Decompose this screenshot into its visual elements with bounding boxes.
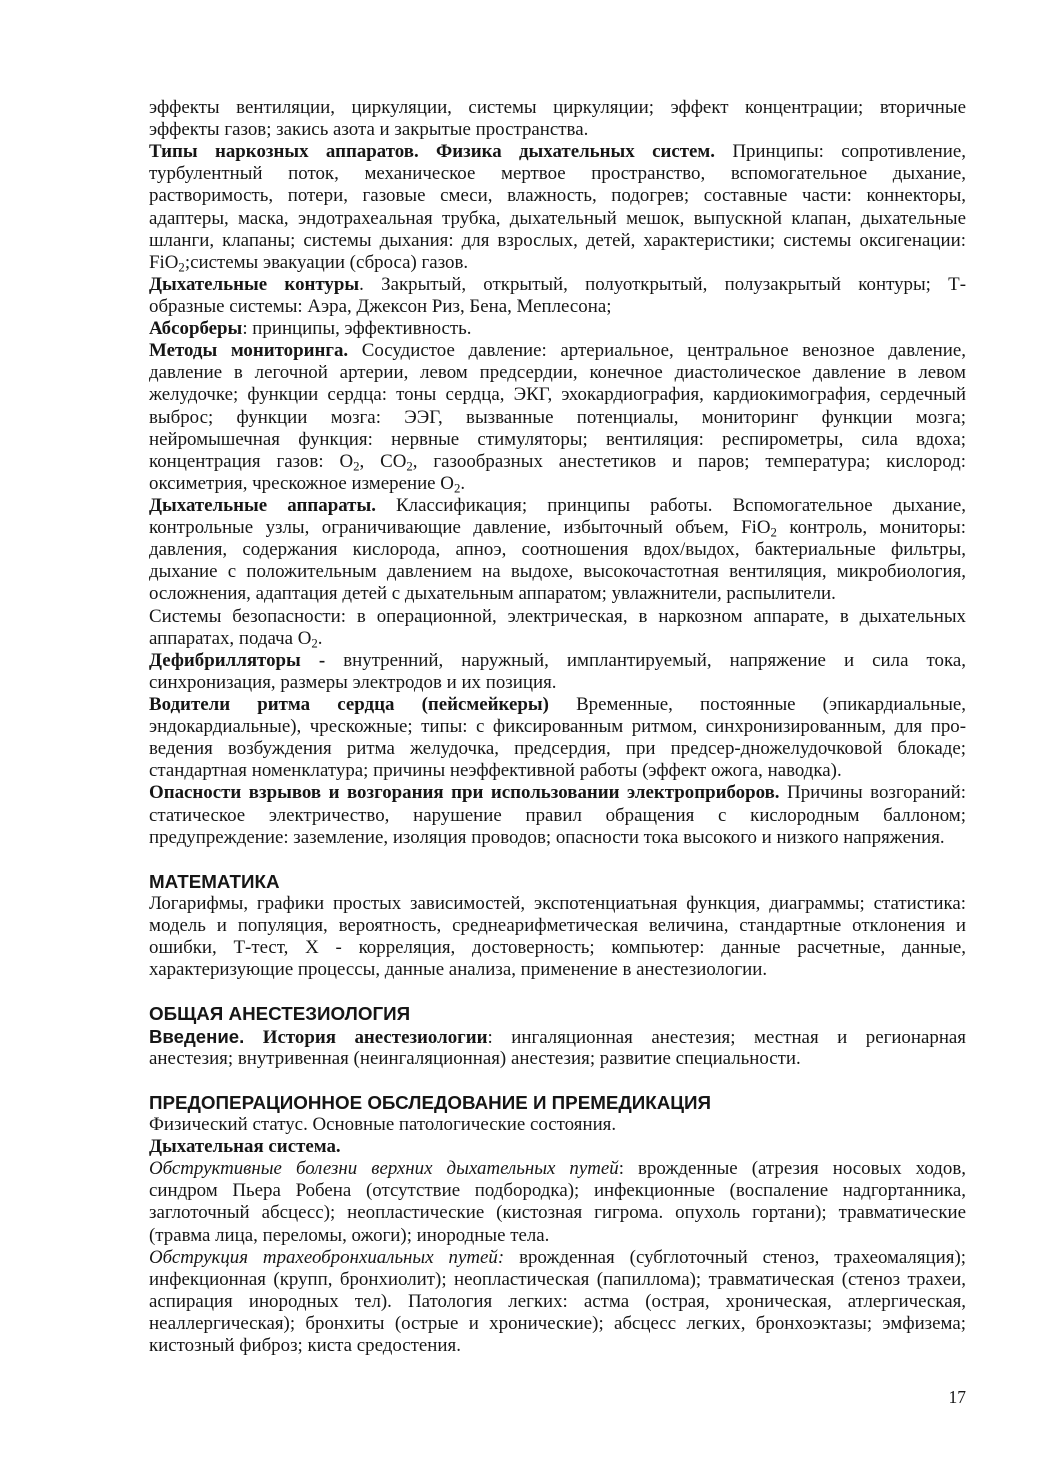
paragraph-title: Абсорберы <box>149 318 243 340</box>
text-line: Физический статус. Основные патологические состояния. <box>149 1114 617 1136</box>
text-line: (травма лица, переломы, ожоги); инородные тела. <box>149 1224 550 1246</box>
mathematics-section <box>149 871 966 982</box>
safety-systems-paragraph <box>149 606 966 650</box>
text-line <box>149 517 966 539</box>
text-line: эффекты вентиляции, циркуляции, системы циркуляции; эффект концентрации; вторичные <box>149 97 966 118</box>
text-line: предупреждение: заземление, изоляция проводов; опасности тока высокого и низкого напряжения. <box>149 826 945 848</box>
text-line: нейромышечная функция: нервные стимуляторы; вентиляция: респирометры, сила вдоха; <box>149 428 966 450</box>
subscript: 2 <box>406 459 413 474</box>
text-line: неаллергическая); бронхиты (острые и хронические); абсцесс легких, бронхоэктазы; эмфизема; <box>149 1313 966 1335</box>
text-line: желудочке; функции сердца: тоны сердца, ЭКГ, эхокардиография, кардиокимография, сердечный <box>149 384 966 406</box>
text-line: характеризующие процессы, данные анализа, применение в анестезиологии. <box>149 959 768 981</box>
breathing-circuits-paragraph <box>149 274 966 318</box>
line-text: Причины возгораний: <box>787 782 966 804</box>
section-heading: ОБЩАЯ АНЕСТЕЗИОЛОГИЯ <box>149 1003 411 1025</box>
text-line: синдром Пьера Робена (отсутствие подбородка); инфекционные (воспаление надгортанника, <box>149 1180 966 1202</box>
intro-label: Введение. <box>149 1025 245 1047</box>
text-line <box>149 274 966 296</box>
text-line: дыхание с положительным давлением на выдохе, высокочастотная вентиляция, микробиология, <box>149 561 966 583</box>
line-text: Сосудистое давление: артериальное, центральное венозное давление, <box>361 340 966 362</box>
fire-hazards-paragraph <box>149 782 966 848</box>
line-text: : ингаляционная анестезия; местная и регионарная <box>487 1026 966 1048</box>
text-line: выброс; функции мозга: ЭЭГ, вызванные потенциалы, мониторинг функции мозга; <box>149 406 966 428</box>
paragraph-title: Опасности взрывов и возгорания при использовании электроприборов. <box>149 782 780 804</box>
line-text: концентрация газов: O <box>149 450 354 472</box>
line-text: врожденная (субглоточный стеноз, трахеомаляция); <box>519 1246 966 1268</box>
text-line: статическое электричество, нарушение правил обращения с кислородным баллоном; <box>149 804 966 826</box>
text-line: кистозный фиброз; киста средостения. <box>149 1335 461 1357</box>
pacemakers-paragraph <box>149 694 966 782</box>
paragraph-title: Методы мониторинга. <box>149 340 349 362</box>
text-line <box>149 1026 966 1048</box>
text-line <box>149 318 966 340</box>
paragraph-title: Дефибрилляторы - <box>149 649 326 671</box>
subscript: 2 <box>353 459 360 474</box>
text-line: эндокардиальные), чрескожные; типы: с фиксированным ритмом, синхронизированным, для про- <box>149 716 966 738</box>
section-heading: МАТЕМАТИКА <box>149 870 280 892</box>
italic-label: Обструктивные болезни верхних дыхательных путей <box>149 1158 619 1180</box>
text-line: осложнения, адаптация детей с дыхательным аппаратом; увлажнители, распылители. <box>149 583 836 605</box>
text-line: растворимость, потери, газовые смеси, влажность, подогрев; составные части: коннекторы, <box>149 185 966 207</box>
line-text: : врожденные (атрезия носовых ходов, <box>618 1158 966 1180</box>
text-line <box>149 1247 966 1269</box>
line-text: ;системы эвакуации (сброса) газов. <box>184 251 469 273</box>
defibrillators-paragraph <box>149 650 966 694</box>
text-line <box>149 451 966 473</box>
anesthesia-machines-paragraph <box>149 141 966 274</box>
text-line: ошибки, Т-тест, Х - корреляция, достоверность; компьютер: данные расчетные, данные, <box>149 937 966 959</box>
line-text: внутренний, наружный, имплантируемый, напряжение и сила тока, <box>343 649 966 671</box>
text-line: анестезия; внутривенная (неингаляционная) анестезия; развитие специальности. <box>149 1047 801 1069</box>
text-line: образные системы: Аэра, Джексон Риз, Бена, Меплесона; <box>149 295 612 317</box>
text-line: Системы безопасности: в операционной, электрическая, в наркозном аппарате, в дыхательных <box>149 605 966 627</box>
general-anesthesiology-section <box>149 1003 966 1069</box>
text-line <box>149 628 966 650</box>
line-text: . <box>317 627 323 649</box>
page-number: 17 <box>948 1387 966 1407</box>
line-text: контрольные узлы, ограничивающие давление, избыточный объем, FiO <box>149 517 771 539</box>
text-line: стандартная номенклатура; причины неэффективной работы (эффект ожога, наводка). <box>149 760 842 782</box>
subheading: Дыхательная система. <box>149 1136 341 1158</box>
line-text: Принципы: сопротивление, <box>732 141 966 163</box>
text-line <box>149 252 966 274</box>
section-heading: ПРЕДОПЕРАЦИОННОЕ ОБСЛЕДОВАНИЕ И ПРЕМЕДИКАЦИЯ <box>149 1091 712 1113</box>
text-line <box>149 141 966 163</box>
text-line <box>149 495 966 517</box>
line-text: . <box>460 472 466 494</box>
text-line: заглоточный абсцесс); неопластические (кистозная гигрома. опухоль гортани); травматические <box>149 1202 966 1224</box>
text-line: модель и популяция, вероятность, среднеарифметическая величина, стандартные отклонения и <box>149 915 966 937</box>
text-line: давления, содержания кислорода, апноэ, соотношения вдох/выдох, бактериальные фильтры, <box>149 539 966 561</box>
text-line <box>149 1158 966 1180</box>
subscript: 2 <box>178 260 185 275</box>
continuation-paragraph <box>149 97 966 141</box>
text-line: турбулентный поток, механическое мертвое пространство, вспомогательное дыхание, <box>149 163 966 185</box>
ventilators-paragraph <box>149 495 966 606</box>
line-text: : принципы, эффективность. <box>242 318 472 340</box>
paragraph-title: Дыхательные контуры <box>149 273 360 295</box>
line-text: , CO <box>359 450 407 472</box>
line-text: оксиметрия, чрескожное измерение O <box>149 472 454 494</box>
paragraph-title: Дыхательные аппараты. <box>149 494 376 516</box>
italic-label: Обструкция трахеобронхиальных путей: <box>149 1246 505 1268</box>
line-text: аппаратах, подача O <box>149 627 312 649</box>
subscript: 2 <box>453 481 461 496</box>
line-text: FiO <box>149 251 179 273</box>
text-line: Логарифмы, графики простых зависимостей, экспотенциатьная функция, диаграммы; статистика: <box>149 892 966 914</box>
text-line: эффекты газов; закись азота и закрытые пространства. <box>149 119 589 141</box>
line-text: . Закрытый, открытый, полуоткрытый, полузакрытый контуры; Т- <box>359 273 966 295</box>
text-line <box>149 473 966 495</box>
monitoring-paragraph <box>149 340 966 495</box>
subscript: 2 <box>311 636 318 651</box>
line-text: контроль, мониторы: <box>776 517 966 539</box>
paragraph-title: Водители ритма сердца (пейсмейкеры) <box>149 693 549 715</box>
line-text: , газообразных анестетиков и паров; температура; кислород: <box>412 450 966 472</box>
text-line: аспирация инородных тел). Патология легких: астма (острая, хроническая, атлергическая, <box>149 1290 966 1312</box>
text-line <box>149 782 966 804</box>
text-line <box>149 694 966 716</box>
text-line: инфекционная (крупп, бронхиолит); неопластическая (папиллома); травматическая (стеноз трахеи, <box>149 1268 966 1290</box>
absorbers-paragraph <box>149 318 966 340</box>
text-line: синхронизация, размеры электродов и их позиция. <box>149 671 557 693</box>
paragraph-title: Типы наркозных аппаратов. Физика дыхательных систем. <box>149 141 715 163</box>
preoperative-section <box>149 1092 966 1357</box>
document-page <box>149 97 966 1357</box>
text-line: давление в легочной артерии, левом предсердии, конечное диастолическое давление в левом <box>149 362 966 384</box>
text-line: адаптеры, маска, эндотрахеальная трубка, дыхательный мешок, выпускной клапан, дыхательные <box>149 207 966 229</box>
line-text: Классификация; принципы работы. Вспомогательное дыхание, <box>396 494 966 516</box>
text-line <box>149 340 966 362</box>
text-line <box>149 650 966 672</box>
text-line: шланги, клапаны; системы дыхания: для взрослых, детей, характеристики; системы оксигенации: <box>149 229 966 251</box>
text-line: ведения возбуждения ритма желудочка, предсердия, при предсер-дножелудочковой блокаде; <box>149 738 966 760</box>
line-text: Временные, постоянные (эпикардиальные, <box>576 693 966 715</box>
history-label: История анестезиологии <box>262 1026 488 1048</box>
subscript: 2 <box>770 525 777 540</box>
